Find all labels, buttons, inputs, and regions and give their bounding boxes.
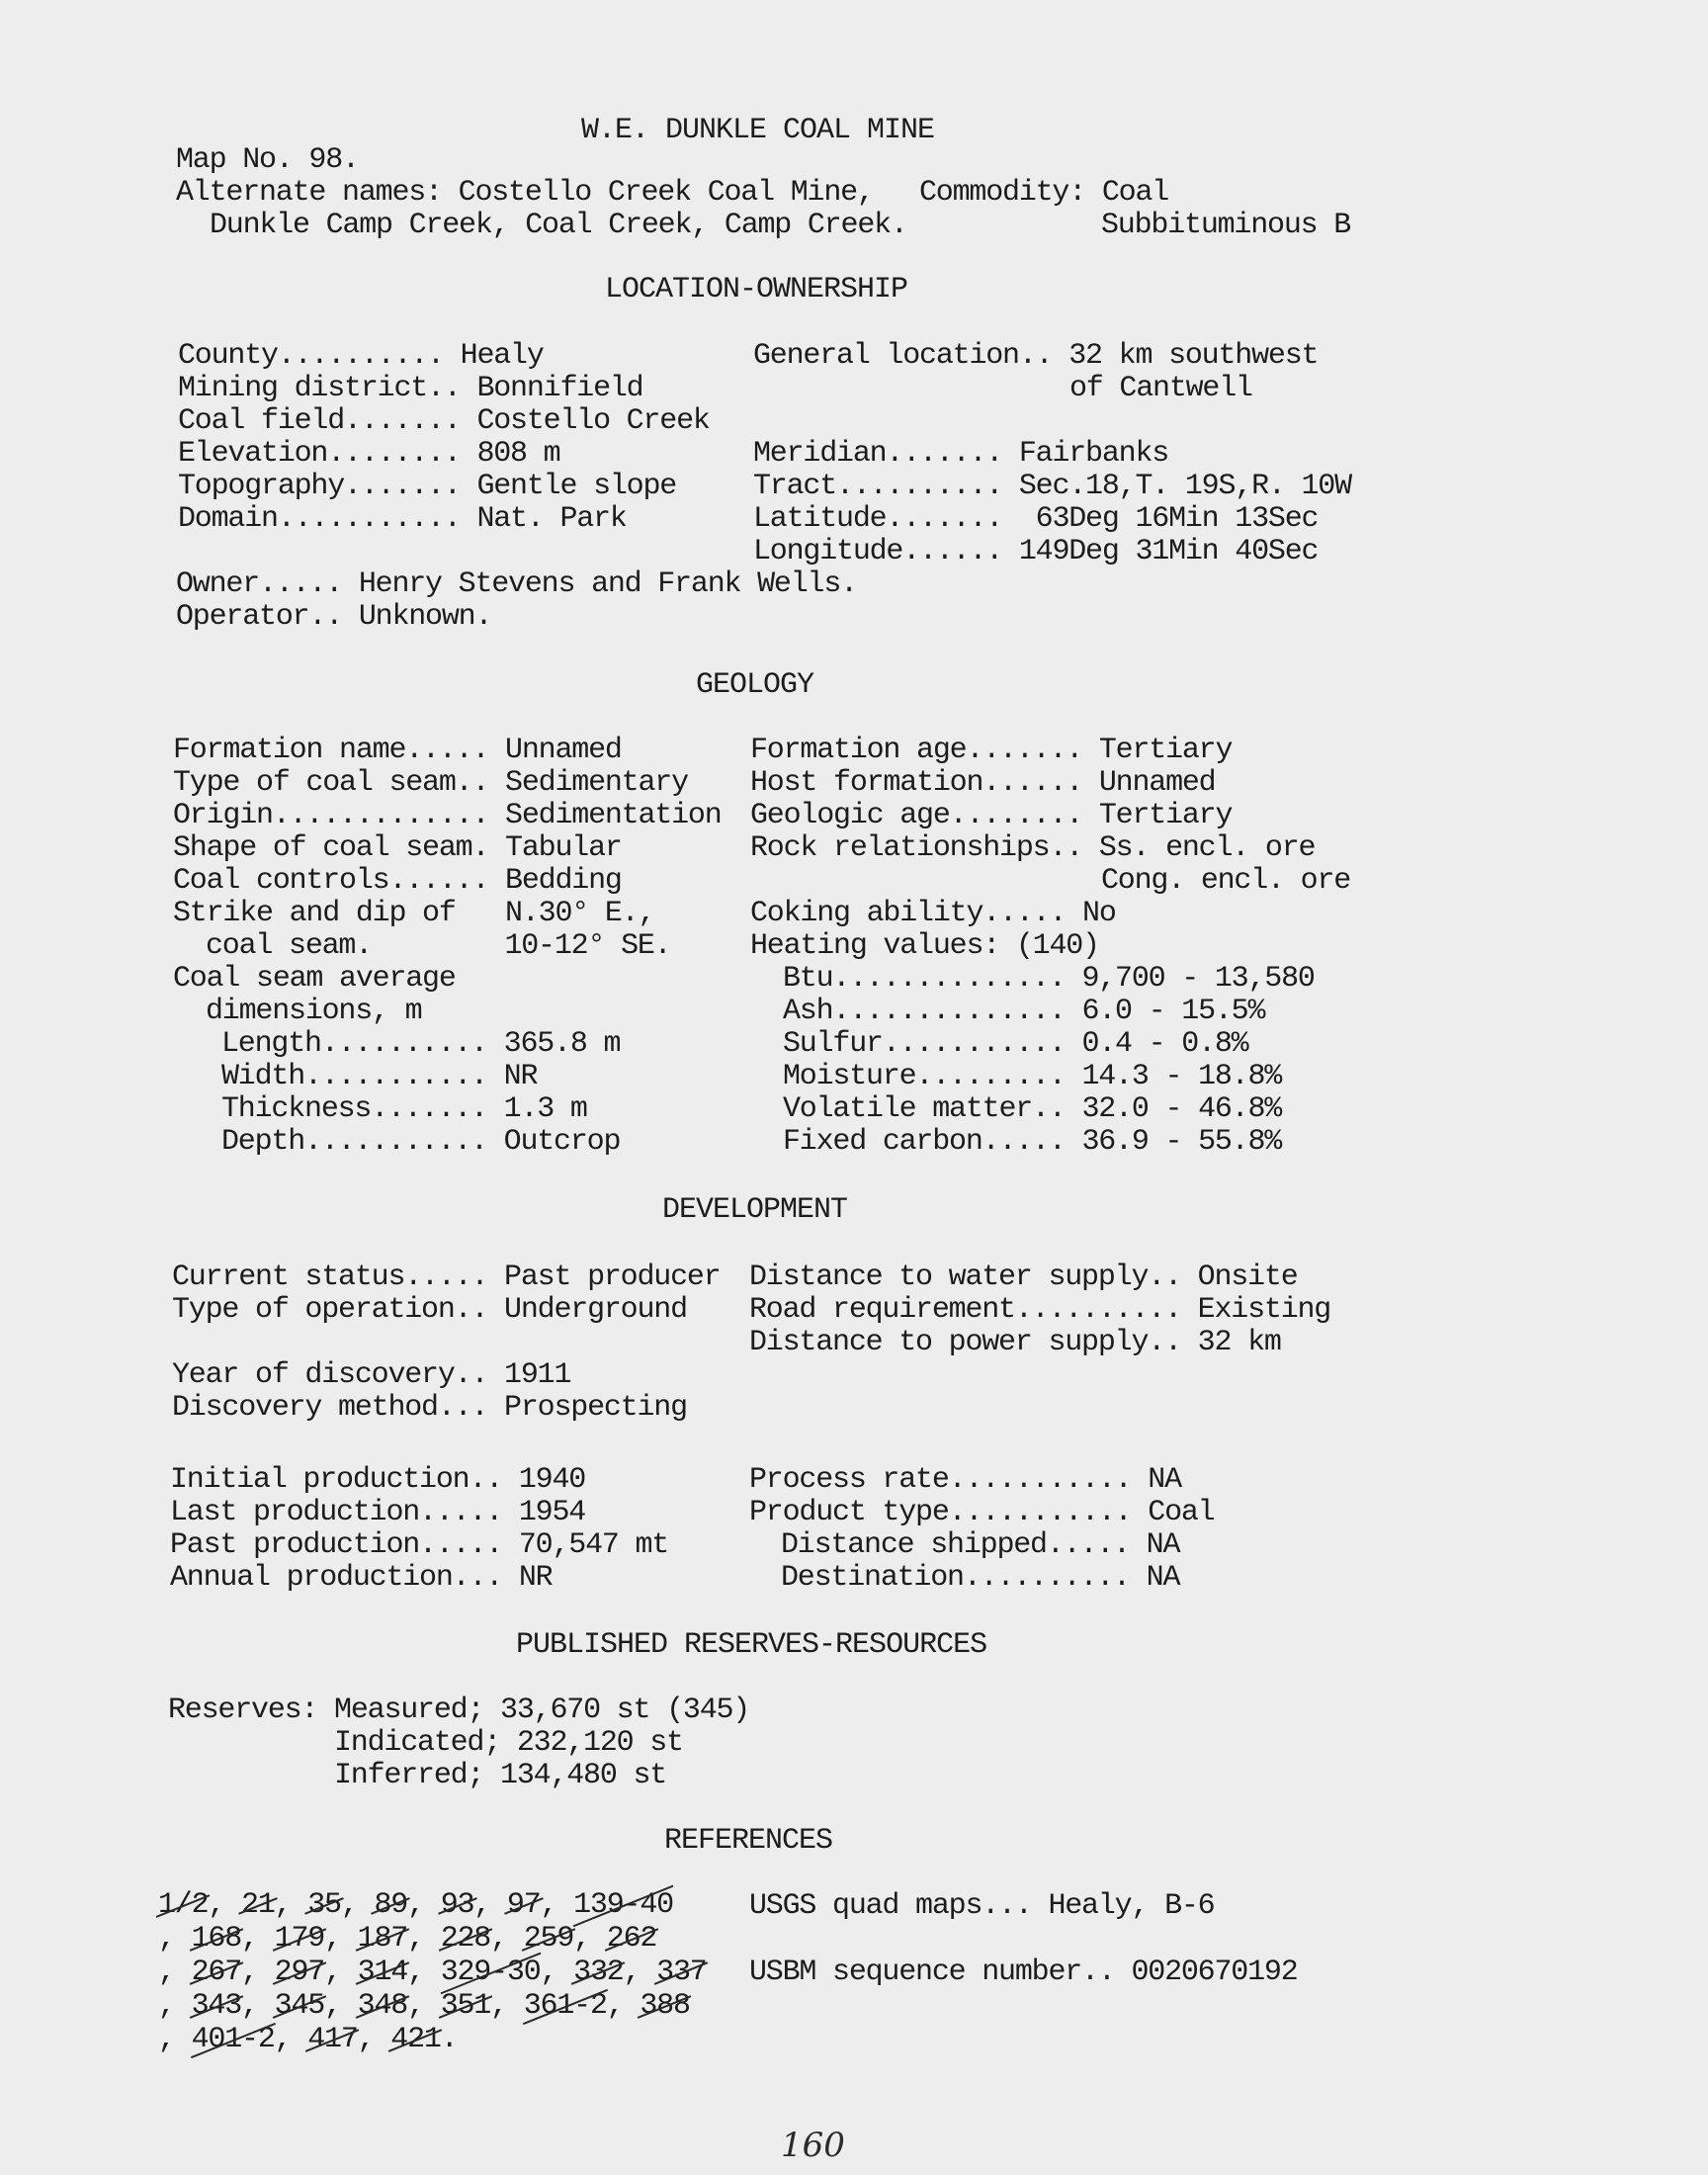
field-topography: Topography....... Gentle slope	[178, 470, 677, 503]
reference-number: 417	[307, 2023, 358, 2056]
field-longitude: Longitude...... 149Deg 31Min 40Sec	[753, 535, 1319, 568]
reference-number: 351	[440, 1989, 491, 2023]
development-left-line: Type of operation.. Underground	[172, 1293, 687, 1327]
geology-left-line: coal seam. 10-12° SE.	[206, 929, 671, 963]
reference-separator: ,	[340, 1888, 375, 1922]
reference-separator: ,	[490, 1922, 524, 1956]
reference-number: 337	[656, 1956, 707, 1989]
section-heading-reserves: PUBLISHED RESERVES-RESOURCES	[516, 1628, 987, 1662]
field-mining-district: Mining district.. Bonnifield	[178, 372, 643, 405]
reference-number: 179	[274, 1922, 325, 1956]
reference-number: 35	[307, 1888, 341, 1922]
reference-separator: ,	[573, 1922, 607, 1956]
reference-separator: ,	[274, 2023, 308, 2056]
development-left-line: Current status..... Past producer	[172, 1261, 721, 1294]
reference-separator: ,	[274, 1888, 308, 1922]
reference-separator: ,	[324, 1989, 358, 2023]
section-heading-references: REFERENCES	[664, 1824, 833, 1858]
reference-separator: ,	[241, 1989, 275, 2023]
geology-left-line: Formation name..... Unnamed	[173, 734, 622, 767]
geology-left-line: Strike and dip of N.30° E.,	[173, 897, 655, 930]
geology-left-line: Thickness....... 1.3 m	[221, 1092, 587, 1126]
reference-number: 332	[573, 1956, 624, 1989]
reference-separator: ,	[490, 1989, 524, 2023]
reference-number: 314	[357, 1956, 408, 1989]
development-left-line: Year of discovery.. 1911	[172, 1358, 571, 1392]
production-left-line: Initial production.. 1940	[170, 1463, 586, 1497]
reference-number: 1/2	[158, 1888, 209, 1922]
reference-separator: ,	[473, 1888, 507, 1922]
geology-right-line: Moisture......... 14.3 - 18.8%	[783, 1060, 1282, 1093]
reserves-inferred: Inferred; 134,480 st	[334, 1759, 667, 1792]
reference-separator: ,	[606, 1989, 640, 2023]
reference-separator: ,	[623, 1956, 657, 1989]
reference-number: 361-2	[523, 1989, 607, 2023]
reference-separator: ,	[407, 1956, 441, 1989]
field-domain: Domain........... Nat. Park	[178, 502, 627, 536]
production-right-line: Product type........... Coal	[749, 1496, 1215, 1529]
geology-left-line: Depth........... Outcrop	[221, 1125, 621, 1159]
reference-number: 348	[357, 1989, 408, 2023]
field-coal-field: Coal field....... Costello Creek	[178, 404, 710, 438]
reference-separator: ,	[158, 1989, 192, 2023]
reference-separator: ,	[407, 1888, 441, 1922]
production-right-line: Destination.......... NA	[781, 1561, 1180, 1595]
section-heading-location-ownership: LOCATION-OWNERSHIP	[605, 273, 908, 306]
geology-right-line: Sulfur........... 0.4 - 0.8%	[783, 1027, 1248, 1061]
reference-number: 345	[274, 1989, 325, 2023]
production-left-line: Last production..... 1954	[170, 1496, 586, 1529]
geology-right-line: Coking ability..... No	[750, 897, 1116, 930]
field-tract: Tract.......... Sec.18,T. 19S,R. 10W	[753, 470, 1351, 503]
reference-number: 89	[374, 1888, 408, 1922]
geology-left-line: Coal seam average	[173, 962, 456, 996]
reference-number: 187	[357, 1922, 408, 1956]
development-right-line: Distance to power supply.. 32 km	[749, 1326, 1281, 1359]
geology-left-line: dimensions, m	[206, 995, 422, 1028]
reference-separator: ,	[407, 1989, 441, 2023]
geology-left-line: Width........... NR	[221, 1060, 538, 1093]
reference-separator: ,	[357, 2023, 391, 2056]
reserves-measured: Reserves: Measured; 33,670 st (345)	[168, 1694, 750, 1727]
alternate-names-line-2: Dunkle Camp Creek, Coal Creek, Camp Creek.	[210, 209, 907, 242]
reference-separator: ,	[324, 1922, 358, 1956]
reference-number: 259	[523, 1922, 574, 1956]
development-right-line: Distance to water supply.. Onsite	[749, 1261, 1298, 1294]
development-left-line: Discovery method... Prospecting	[172, 1391, 687, 1425]
geology-left-line: Shape of coal seam. Tabular	[173, 831, 622, 865]
production-right-line: Process rate........... NA	[749, 1463, 1181, 1497]
field-county: County.......... Healy	[178, 339, 544, 373]
reference-number: 421	[390, 2023, 441, 2056]
document-title: W.E. DUNKLE COAL MINE	[581, 114, 935, 147]
reference-separator: ,	[540, 1956, 574, 1989]
field-meridian: Meridian....... Fairbanks	[753, 437, 1169, 471]
reference-separator: ,	[407, 1922, 441, 1956]
reference-separator: ,	[540, 1888, 574, 1922]
reference-number: 297	[274, 1956, 325, 1989]
handwritten-page-number: 160	[781, 2126, 845, 2165]
reference-separator: ,	[208, 1888, 242, 1922]
field-elevation: Elevation........ 808 m	[178, 437, 560, 471]
map-number: Map No. 98.	[176, 143, 359, 177]
geology-right-line: Cong. encl. ore	[1101, 864, 1351, 898]
field-operator: Operator.. Unknown.	[176, 600, 492, 634]
reference-number: 388	[640, 1989, 690, 2023]
coal-rank: Subbituminous B	[1101, 209, 1351, 242]
reference-number: 262	[606, 1922, 657, 1956]
reference-number: 139-40	[573, 1888, 673, 1922]
reference-separator: ,	[158, 1956, 192, 1989]
field-general-location: General location.. 32 km southwest	[753, 339, 1319, 373]
reference-number: 168	[191, 1922, 242, 1956]
field-owner: Owner..... Henry Stevens and Frank Wells.	[176, 567, 857, 601]
geology-right-line: Ash.............. 6.0 - 15.5%	[783, 995, 1265, 1028]
reference-separator: ,	[241, 1922, 275, 1956]
reference-number: 267	[191, 1956, 242, 1989]
production-right-line: Distance shipped..... NA	[781, 1528, 1180, 1562]
geology-left-line: Coal controls...... Bedding	[173, 864, 622, 898]
reference-separator: .	[440, 2023, 458, 2056]
usgs-quad-maps: USGS quad maps... Healy, B-6	[749, 1889, 1215, 1923]
field-latitude: Latitude....... 63Deg 16Min 13Sec	[753, 502, 1319, 536]
alternate-names-line-1: Alternate names: Costello Creek Coal Mine,	[176, 176, 874, 210]
geology-right-line: Btu.............. 9,700 - 13,580	[783, 962, 1315, 996]
commodity: Commodity: Coal	[919, 176, 1169, 210]
reference-number: 228	[440, 1922, 491, 1956]
production-left-line: Past production..... 70,547 mt	[170, 1528, 669, 1562]
reference-number: 343	[191, 1989, 242, 2023]
production-left-line: Annual production... NR	[170, 1561, 553, 1595]
geology-left-line: Origin............. Sedimentation	[173, 799, 722, 832]
reference-number: 401-2	[191, 2023, 275, 2056]
geology-right-line: Host formation...... Unnamed	[750, 766, 1216, 800]
reference-list	[158, 1888, 712, 2056]
geology-right-line: Fixed carbon..... 36.9 - 55.8%	[783, 1125, 1282, 1159]
geology-right-line: Geologic age........ Tertiary	[750, 799, 1233, 832]
section-heading-geology: GEOLOGY	[696, 668, 814, 702]
geology-right-line: Rock relationships.. Ss. encl. ore	[750, 831, 1316, 865]
reserves-indicated: Indicated; 232,120 st	[334, 1726, 683, 1760]
development-right-line: Road requirement.......... Existing	[749, 1293, 1331, 1327]
reference-separator: ,	[324, 1956, 358, 1989]
reference-number: 329-30	[440, 1956, 541, 1989]
geology-left-line: Type of coal seam.. Sedimentary	[173, 766, 688, 800]
reference-number: 97	[506, 1888, 541, 1922]
reference-number: 21	[241, 1888, 275, 1922]
usbm-sequence-number: USBM sequence number.. 0020670192	[749, 1956, 1298, 1989]
reference-separator: ,	[158, 2023, 192, 2056]
geology-left-line: Length.......... 365.8 m	[221, 1027, 621, 1061]
reference-separator: ,	[241, 1956, 275, 1989]
geology-right-line: Formation age....... Tertiary	[750, 734, 1233, 767]
field-general-location-cont: of Cantwell	[1069, 372, 1252, 405]
reference-number: 93	[440, 1888, 474, 1922]
geology-right-line: Heating values: (140)	[750, 929, 1099, 963]
section-heading-development: DEVELOPMENT	[662, 1193, 848, 1227]
geology-right-line: Volatile matter.. 32.0 - 46.8%	[783, 1092, 1282, 1126]
reference-separator: ,	[158, 1922, 192, 1956]
